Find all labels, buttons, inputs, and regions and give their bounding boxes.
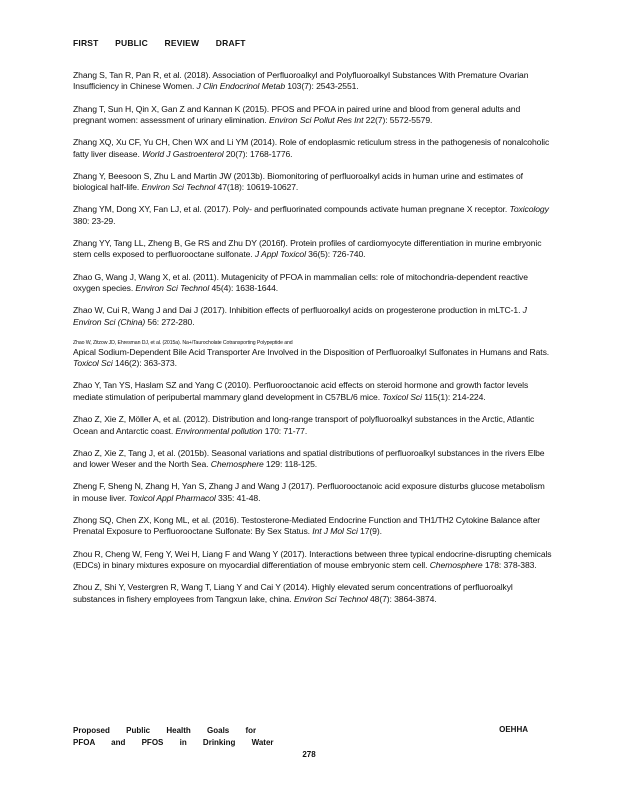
reference-text: Zhang T, Sun H, Qin X, Gan Z and Kannan K (2015). PFOS and PFOA in paired urine and blood from general adults and pregnant women: assessment of urinary elimination. xyxy=(73,103,521,126)
page-number: 278 xyxy=(302,750,316,759)
reference-text: Apical Sodium-Dependent Bile Acid Transporter Are Involved in the Disposition of Perfluoroalkyl Sulfonates in Humans and Rats. xyxy=(73,346,550,357)
reference-citation: 129: 118-125. xyxy=(263,459,318,470)
reference-citation: 22(7): 5572-5579. xyxy=(363,115,433,126)
reference-journal: Environ Sci Pollut Res Int xyxy=(269,115,364,126)
reference-citation: 47(18): 10619-10627. xyxy=(215,182,299,193)
reference-citation: 45(4): 1638-1644. xyxy=(209,283,279,294)
reference-citation: 115(1): 214-224. xyxy=(421,391,486,402)
reference-item xyxy=(73,305,553,328)
reference-citation: 178: 378-383. xyxy=(482,559,537,570)
reference-text: Zhao G, Wang J, Wang X, et al. (2011). Mutagenicity of PFOA in mammalian cells: role of mitochondria-dependent reactive oxygen species. xyxy=(73,271,528,294)
reference-journal: Environ Sci Technol xyxy=(135,283,210,294)
reference-item xyxy=(73,380,553,403)
reference-item xyxy=(73,137,553,160)
reference-text: Zhou R, Cheng W, Feng Y, Wei H, Liang F and Wang Y (2017). Interactions between three typical endocrine-disrupting chemicals (EDCs) in binary mixtures exposure on myocardial differentiation of mouse embryonic stem cell. xyxy=(73,548,552,570)
reference-item xyxy=(73,339,553,370)
reference-text: Zhang XQ, Xu CF, Yu CH, Chen WX and Li YM (2014). Role of endoplasmic reticulum stress in the pathogenesis of nonalcoholic fatty liver disease. xyxy=(73,137,550,159)
draft-header: FIRST PUBLIC REVIEW DRAFT xyxy=(73,38,246,48)
reference-citation: 146(2): 363-373. xyxy=(112,358,177,369)
reference-citation: 380: 23-29. xyxy=(73,215,116,226)
reference-item xyxy=(73,272,553,295)
reference-citation: 335: 41-48. xyxy=(215,492,261,503)
reference-journal: Chemosphere xyxy=(429,559,483,570)
reference-text: Zhao Z, Xie Z, Möller A, et al. (2012). Distribution and long-range transport of polyfluoroalkyl substances in the Arctic, Atlantic Ocean and Antarctic coast. xyxy=(73,414,535,436)
reference-journal: Chemosphere xyxy=(210,459,264,470)
reference-item xyxy=(73,582,553,605)
reference-journal: Toxicology xyxy=(509,204,549,215)
reference-journal: Environmental pollution xyxy=(175,425,263,436)
reference-list xyxy=(73,70,553,616)
reference-journal: J Appl Toxicol xyxy=(254,249,306,260)
reference-journal: Environ Sci Technol xyxy=(141,182,216,193)
reference-journal: Toxicol Sci xyxy=(73,358,113,369)
footer-title xyxy=(73,725,274,749)
reference-text: Zhong SQ, Chen ZX, Kong ML, et al. (2016). Testosterone-Mediated Endocrine Function and TH1/TH2 Cytokine Balance after Prenatal Exposure to Perfluorooctane Sulfonate: By Sex Status. xyxy=(73,514,541,537)
reference-text: Zhang S, Tan R, Pan R, et al. (2018). Association of Perfluoroalkyl and Polyfluoroalkyl Substances With Premature Ovarian Insufficiency in Chinese Women. xyxy=(73,70,529,92)
footer-agency: OEHHA xyxy=(499,725,528,734)
reference-text: Zhou Z, Shi Y, Vestergren R, Wang T, Liang Y and Cai Y (2014). Highly elevated serum concentrations of perfluoroalkyl substances in fishery employees from Tangxun lake, china. xyxy=(73,582,513,604)
reference-journal: Toxicol Sci xyxy=(382,391,422,402)
reference-citation: 17(9). xyxy=(357,526,382,537)
reference-item xyxy=(73,171,553,194)
reference-journal: J Environ Sci (China) xyxy=(73,305,527,327)
reference-citation: 170: 71-77. xyxy=(262,425,308,436)
reference-item xyxy=(73,70,553,93)
reference-small-line: Zhao W, Zitzow JD, Ehresman DJ, et al. (2015a). Na+/Taurocholate Cotransporting Polypeptide and xyxy=(73,339,293,346)
reference-text: Zhang YY, Tang LL, Zheng B, Ge RS and Zhu DY (2016f). Protein profiles of cardiomyocyte differentiation in murine embryonic stem cells exposed to perfluorooctane sulfonate. xyxy=(73,238,542,260)
reference-text: Zhao W, Cui R, Wang J and Dai J (2017). Inhibition effects of perfluoroalkyl acids on progesterone production in mLTC-1. xyxy=(73,305,523,316)
reference-item xyxy=(73,204,553,227)
reference-citation: 56: 272-280. xyxy=(145,316,195,327)
reference-text: Zhao Z, Xie Z, Tang J, et al. (2015b). Seasonal variations and spatial distributions of perfluoroalkyl substances in the rivers Elbe and lower Weser and the North Sea. xyxy=(73,447,545,470)
reference-item xyxy=(73,414,553,437)
reference-item xyxy=(73,238,553,261)
reference-journal: J Clin Endocrinol Metab xyxy=(196,81,286,92)
reference-item xyxy=(73,448,553,471)
reference-journal: Toxicol Appl Pharmacol xyxy=(128,492,216,503)
reference-journal: World J Gastroenterol xyxy=(142,148,224,159)
footer-line-1: Proposed Public Health Goals for xyxy=(73,726,257,735)
reference-text: Zhang YM, Dong XY, Fan LJ, et al. (2017). Poly- and perfluorinated compounds activate human pregnane X receptor. xyxy=(73,204,510,215)
reference-text: Zhao Y, Tan YS, Haslam SZ and Yang C (2010). Perfluorooctanoic acid effects on steroid hormone and growth factor levels mediate stimulation of peripubertal mammary gland development in C57BL/6 mice. xyxy=(73,380,529,402)
reference-text: Zhang Y, Beesoon S, Zhu L and Martin JW (2013b). Biomonitoring of perfluoroalkyl acids in human urine and estimates of biological half-life. xyxy=(73,170,523,193)
reference-item xyxy=(73,549,553,572)
reference-journal: Int J Mol Sci xyxy=(312,526,358,537)
reference-journal: Environ Sci Technol xyxy=(293,593,368,604)
reference-item xyxy=(73,515,553,538)
reference-citation: 48(7): 3864-3874. xyxy=(367,593,437,604)
footer-line-2: PFOA and PFOS in Drinking Water xyxy=(73,738,274,747)
reference-item xyxy=(73,481,553,504)
reference-item xyxy=(73,104,553,127)
reference-citation: 103(7): 2543-2551. xyxy=(285,81,359,92)
reference-text: Zheng F, Sheng N, Zhang H, Yan S, Zhang J and Wang J (2017). Perfluorooctanoic acid exposure disturbs glucose metabolism in mouse liver. xyxy=(73,481,545,503)
reference-citation: 36(5): 726-740. xyxy=(305,249,366,260)
reference-citation: 20(7): 1768-1776. xyxy=(223,148,293,159)
